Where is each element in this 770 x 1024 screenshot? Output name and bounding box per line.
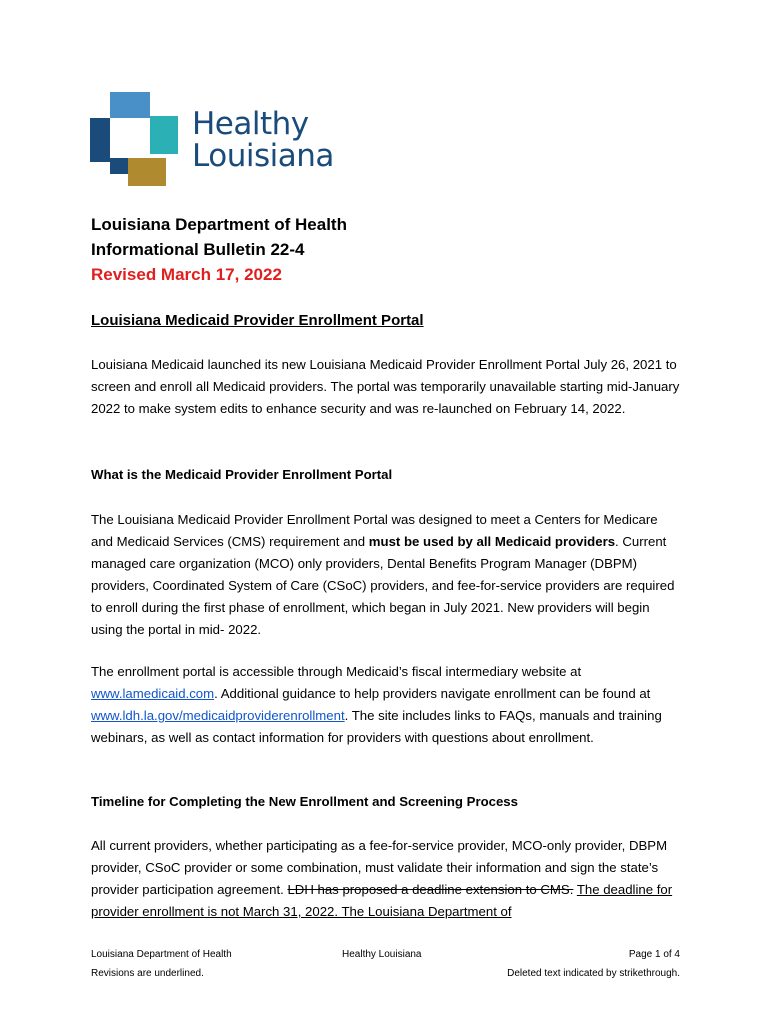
- footer-right: [470, 945, 680, 983]
- timeline-text-1: All current providers, whether participating as a fee-for-service provider, MCO-only provider, DBPM provider, CSoC provider or some combination, must validate their information and sign the state’s provider participation agreement.: [91, 838, 668, 897]
- timeline-heading: Timeline for Completing the New Enrollment and Screening Process: [91, 794, 518, 809]
- what-heading: What is the Medicaid Provider Enrollment Portal: [91, 467, 393, 482]
- logo-line2: Louisiana: [192, 138, 334, 174]
- bulletin-number: Informational Bulletin 22-4: [91, 240, 305, 259]
- footer-revisions-note: Revisions are underlined.: [91, 968, 204, 979]
- lamedicaid-link[interactable]: www.lamedicaid.com: [91, 686, 215, 701]
- access-text-1: The enrollment portal is accessible through Medicaid’s fiscal intermediary website at: [91, 664, 582, 679]
- timeline-paragraph: [91, 835, 681, 923]
- footer-department: Louisiana Department of Health: [91, 949, 232, 960]
- revision-date: Revised March 17, 2022: [91, 265, 282, 284]
- logo-line1: Healthy: [192, 106, 309, 142]
- intro-paragraph: Louisiana Medicaid launched its new Louisiana Medicaid Provider Enrollment Portal July 26, 2021 to screen and enroll all Medicaid providers. The portal was temporarily unavailable starting mid-January 2022 to make system edits to enhance security and was re-launched on February 14, 2022.: [91, 357, 680, 416]
- what-text-2: . Current managed care organization (MCO) only providers, Dental Benefits Program Manager (DBPM) providers, Coordinated System of Care (CSoC) providers, and fee-for-service providers are required to enroll during the first phase of enrollment, which began in July 2021. New providers will begin using the portal in mid- 2022.: [91, 534, 675, 637]
- access-text-2: . Additional guidance to help providers navigate enrollment can be found at: [214, 686, 651, 701]
- what-paragraph: [91, 509, 681, 641]
- footer-program: Healthy Louisiana: [342, 949, 422, 960]
- struck-text: LDH has proposed a deadline extension to CMS.: [287, 882, 574, 897]
- what-text-1: The Louisiana Medicaid Provider Enrollment Portal was designed to meet a Centers for Medicare and Medicaid Services (CMS) requirement and: [91, 512, 658, 549]
- what-bold-text: must be used by all Medicaid providers: [368, 534, 616, 549]
- ldh-enrollment-link[interactable]: www.ldh.la.gov/medicaidproviderenrollment: [91, 708, 345, 723]
- footer-center: [342, 945, 422, 964]
- section-title: Louisiana Medicaid Provider Enrollment Portal: [91, 312, 424, 329]
- access-text-3: . The site includes links to FAQs, manuals and training webinars, as well as contact information for providers with questions about enrollment.: [91, 708, 662, 745]
- page-number: Page 1 of 4: [628, 949, 680, 960]
- underlined-revision: The deadline for provider enrollment is not March 31, 2022. The Louisiana Department of: [91, 882, 673, 919]
- access-paragraph: [91, 661, 681, 749]
- bulletin-header: [91, 212, 347, 287]
- department-name: Louisiana Department of Health: [91, 215, 347, 234]
- footer-strikethrough-note: Deleted text indicated by strikethrough.: [507, 968, 680, 979]
- cross-logo-icon: [90, 92, 190, 186]
- logo-wordmark: [192, 108, 334, 172]
- footer-left: [91, 945, 232, 983]
